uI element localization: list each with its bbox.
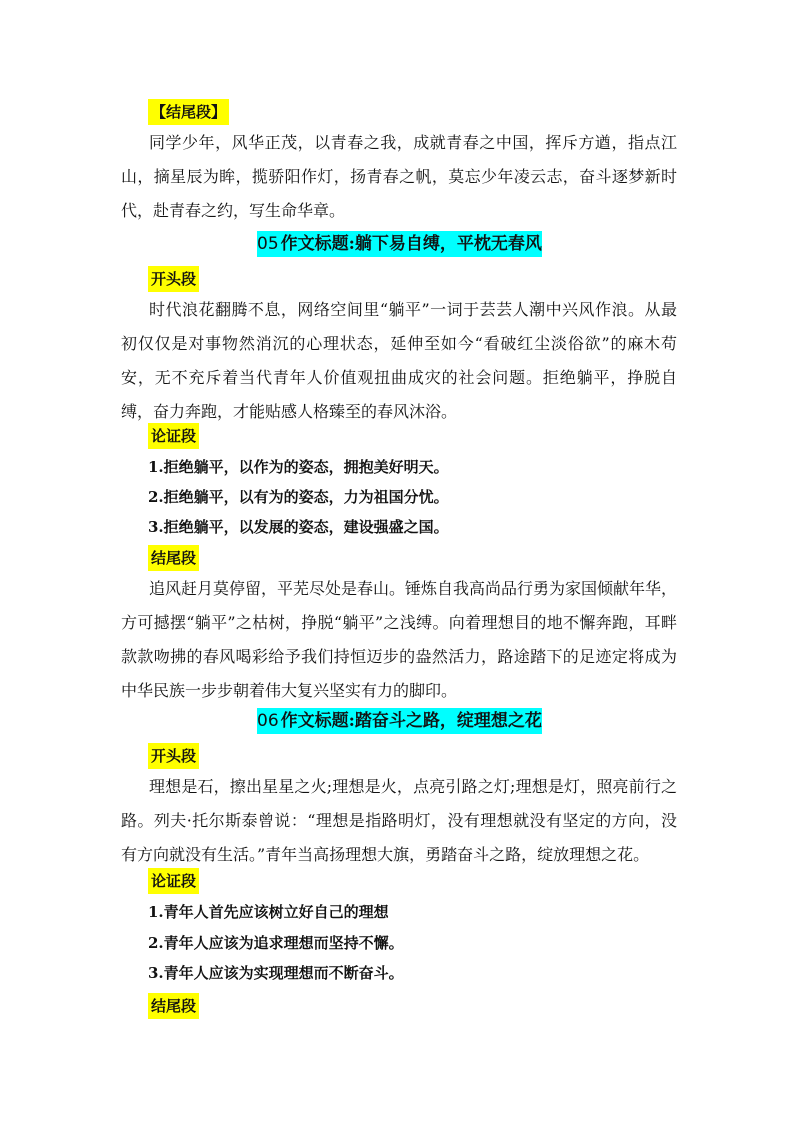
ending-paragraph: 同学少年，风华正茂，以青春之我，成就青春之中国，挥斥方遒，指点江山，摘星辰为眸，揽骄阳作灯，扬青春之帆，莫忘少年凌云志，奋斗逐梦新时代，赴青春之约，写生命华章。: [121, 133, 677, 220]
argument-point: 2.青年人应该为追求理想而坚持不懈。: [148, 934, 404, 952]
section-label-argument: 论证段: [148, 868, 199, 894]
essay-title-text: 作文标题:踏奋斗之路，绽理想之花: [280, 711, 542, 731]
argument-point: 3.青年人应该为实现理想而不断奋斗。: [148, 964, 404, 982]
argument-point: 1.青年人首先应该树立好自己的理想: [148, 903, 389, 921]
section-label-ending: 【结尾段】: [148, 99, 229, 125]
argument-point: 3.拒绝躺平，以发展的姿态，建设强盛之国。: [148, 518, 449, 536]
essay-title-06: [257, 708, 542, 734]
section-label-argument: 论证段: [148, 423, 199, 449]
essay-number: 05: [257, 234, 279, 254]
intro-paragraph: 理想是石，擦出星星之火;理想是火，点亮引路之灯;理想是灯，照亮前行之路。列夫·托尔斯泰曾说：“理想是指路明灯，没有理想就没有坚定的方向，没有方向就没有生活。”青年当高扬理想大旗，勇踏奋斗之路，绽放理想之花。: [121, 777, 677, 864]
section-label-intro: 开头段: [148, 743, 199, 769]
intro-paragraph: 时代浪花翻腾不息，网络空间里“躺平”一词于芸芸人潮中兴风作浪。从最初仅仅是对事物然消沉的心理状态，延伸至如今“看破红尘淡俗欲”的麻木苟安，无不充斥着当代青年人价值观扭曲成灾的社会问题。拒绝躺平，挣脱自缚，奋力奔跑，才能贴感人格臻至的春风沐浴。: [121, 300, 677, 421]
section-label-ending: 结尾段: [148, 545, 199, 571]
essay-title-text: 作文标题:躺下易自缚，平枕无春风: [280, 234, 542, 254]
essay-number: 06: [257, 711, 279, 731]
section-label-ending: 结尾段: [148, 993, 199, 1019]
essay-title-05: [257, 231, 542, 257]
section-label-intro: 开头段: [148, 266, 199, 292]
ending-paragraph: 追风赶月莫停留，平芜尽处是春山。锤炼自我高尚品行勇为家国倾献年华，方可撼摆“躺平”之枯树，挣脱“躺平”之浅缚。向着理想目的地不懈奔跑，耳畔款款吻拂的春风喝彩给予我们持恒迈步的盎然活力，路途踏下的足迹定将成为中华民族一步步朝着伟大复兴坚实有力的脚印。: [121, 579, 678, 700]
argument-point: 2.拒绝躺平，以有为的姿态，力为祖国分忧。: [148, 488, 449, 506]
argument-point: 1.拒绝躺平，以作为的姿态，拥抱美好明天。: [148, 458, 449, 476]
